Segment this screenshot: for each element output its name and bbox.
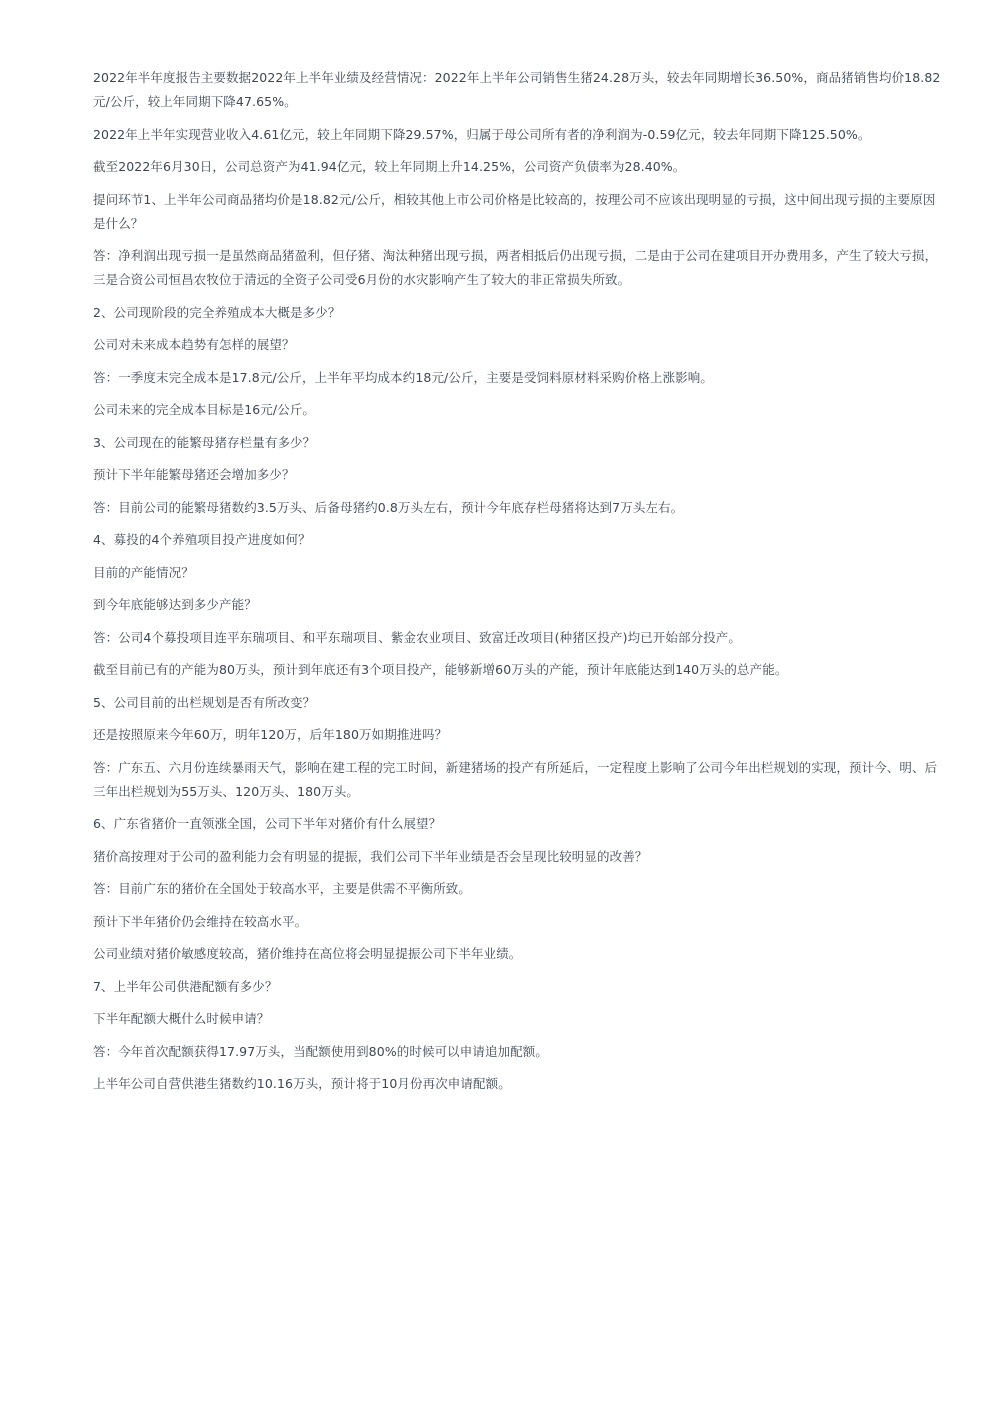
document-body bbox=[93, 66, 945, 1105]
question-7: 7、上半年公司供港配额有多少？ bbox=[93, 978, 278, 994]
question-4-followup-2: 到今年底能够达到多少产能？ bbox=[93, 597, 257, 612]
answer-4-continued: 截至目前已有的产能为80万头，预计到年底还有3个项目投产，能够新增60万头的产能，预计年底能达到140万头的总产能。 bbox=[93, 662, 788, 677]
answer-6: 答：目前广东的猪价在全国处于较高水平，主要是供需不平衡所致。 bbox=[93, 881, 472, 896]
question-2: 2、公司现阶段的完全养殖成本大概是多少？ bbox=[93, 304, 341, 320]
answer-3: 答：目前公司的能繁母猪数约3.5万头、后备母猪约0.8万头左右，预计今年底存栏母猪将达到7万头左右。 bbox=[93, 499, 684, 515]
question-6-followup: 猪价高按理对于公司的盈利能力会有明显的提振，我们公司下半年业绩是否会呈现比较明显的改善？ bbox=[93, 848, 648, 864]
question-7-followup: 下半年配额大概什么时候申请？ bbox=[93, 1011, 270, 1026]
question-4: 4、募投的4个养殖项目投产进度如何？ bbox=[93, 532, 311, 547]
answer-5: 答：广东五、六月份连续暴雨天气，影响在建工程的完工时间，新建猪场的投产有所延后，一定程度上影响了公司今年出栏规划的实现，预计今、明、后三年出栏规划为55万头、120万头、180万头。 bbox=[93, 759, 938, 799]
answer-7: 答：今年首次配额获得17.97万头，当配额使用到80%的时候可以申请追加配额。 bbox=[93, 1043, 548, 1059]
paragraph-report-summary: 2022年半年度报告主要数据2022年上半年业绩及经营情况：2022年上半年公司销售生猪24.28万头，较去年同期增长36.50%，商品猪销售均价18.82元/公斤，较上年同期下降47.65%。 bbox=[93, 70, 941, 109]
question-3-followup: 预计下半年能繁母猪还会增加多少？ bbox=[93, 467, 295, 482]
answer-4: 答：公司4个募投项目连平东瑞项目、和平东瑞项目、紫金农业项目、致富迁改项目(种猪区投产)均已开始部分投产。 bbox=[93, 629, 742, 645]
question-3: 3、公司现在的能繁母猪存栏量有多少？ bbox=[93, 434, 316, 450]
answer-7-continued: 上半年公司自营供港生猪数约10.16万头，预计将于10月份再次申请配额。 bbox=[93, 1076, 511, 1091]
question-5: 5、公司目前的出栏规划是否有所改变？ bbox=[93, 694, 316, 710]
question-5-followup: 还是按照原来今年60万，明年120万，后年180万如期推进吗？ bbox=[93, 727, 448, 742]
answer-6-continued-2: 公司业绩对猪价敏感度较高，猪价维持在高位将会明显提振公司下半年业绩。 bbox=[93, 946, 522, 961]
question-4-followup-1: 目前的产能情况？ bbox=[93, 564, 194, 580]
question-1: 提问环节1、上半年公司商品猪均价是18.82元/公斤，相较其他上市公司价格是比较高的，按理公司不应该出现明显的亏损，这中间出现亏损的主要原因是什么？ bbox=[93, 191, 936, 231]
paragraph-revenue: 2022年上半年实现营业收入4.61亿元，较上年同期下降29.57%，归属于母公司所有者的净利润为-0.59亿元，较去年同期下降125.50%。 bbox=[93, 126, 871, 142]
question-2-followup: 公司对未来成本趋势有怎样的展望？ bbox=[93, 337, 295, 352]
question-6: 6、广东省猪价一直领涨全国，公司下半年对猪价有什么展望？ bbox=[93, 816, 442, 831]
answer-2-continued: 公司未来的完全成本目标是16元/公斤。 bbox=[93, 402, 316, 417]
answer-6-continued-1: 预计下半年猪价仍会维持在较高水平。 bbox=[93, 913, 308, 929]
paragraph-assets: 截至2022年6月30日，公司总资产为41.94亿元，较上年同期上升14.25%，公司资产负债率为28.40%。 bbox=[93, 159, 686, 174]
answer-2: 答：一季度末完全成本是17.8元/公斤，上半年平均成本约18元/公斤，主要是受饲料原材料采购价格上涨影响。 bbox=[93, 369, 713, 385]
answer-1: 答：净利润出现亏损一是虽然商品猪盈利，但仔猪、淘汰种猪出现亏损，两者相抵后仍出现亏损，二是由于公司在建项目开办费用多，产生了较大亏损，三是合资公司恒昌农牧位于清远的全资子公司受6月份的水灾影响产生了较大的非正常损失所致。 bbox=[93, 248, 938, 287]
